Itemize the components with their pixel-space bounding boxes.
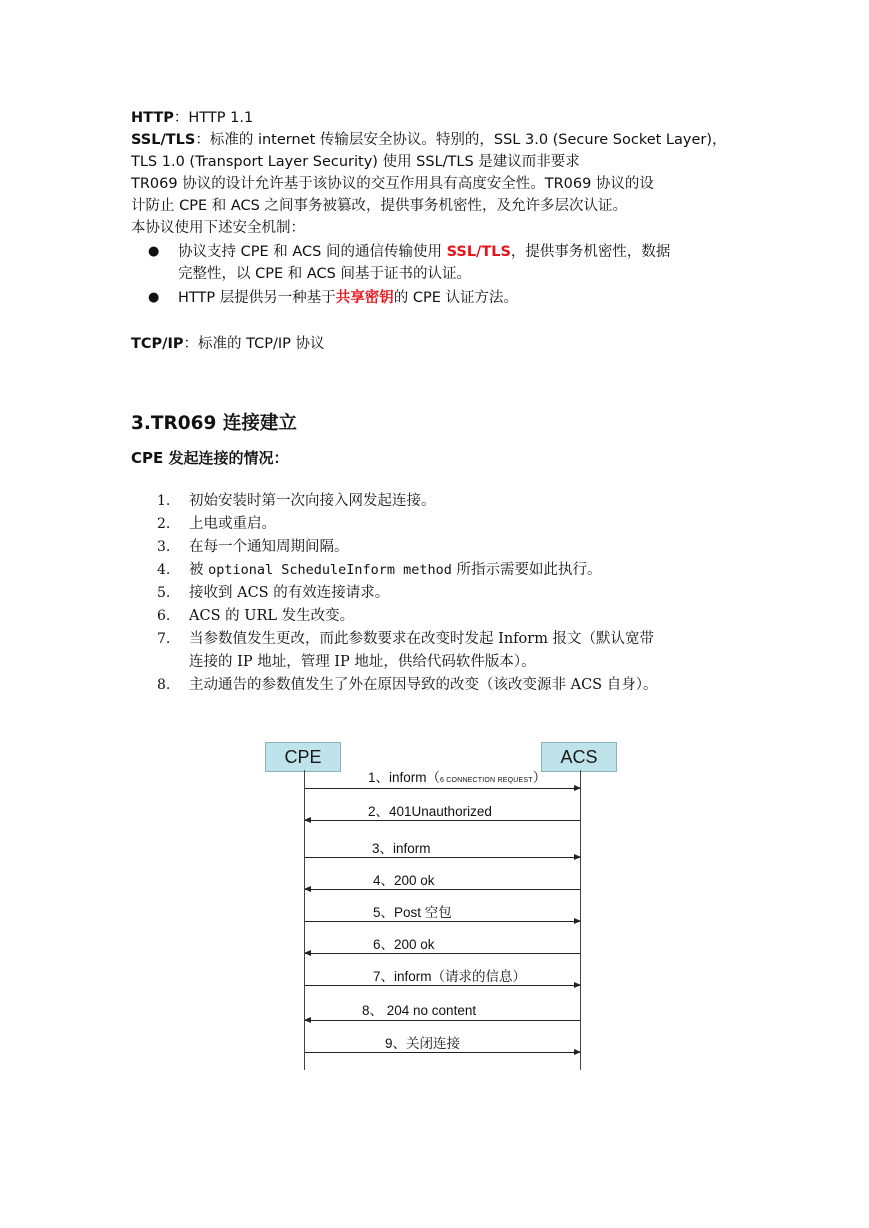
cpe-box: CPE — [265, 742, 341, 772]
bullet1-red: SSL/TLS — [446, 244, 511, 260]
bullet2-post: 的 CPE 认证方法。 — [393, 290, 518, 306]
ssl-line — [131, 129, 727, 151]
message-label-8: 8、 204 no content — [362, 1003, 477, 1018]
bullet1-post: ，提供事务机密性，数据 — [510, 244, 671, 260]
cpe-lifeline — [304, 770, 305, 1070]
list-item-8: 主动通告的参数值发生了外在原因导致的改变（该改变源非 ACS 自身）。 — [189, 677, 658, 693]
http-line — [131, 107, 253, 129]
message-label-4: 4、200 ok — [373, 873, 435, 888]
list-num-4: 4. — [157, 562, 171, 578]
list-item-4-post: 所指示需要如此执行。 — [451, 562, 602, 578]
message-arrow-1 — [305, 788, 580, 789]
section-subheading: CPE 发起连接的情况： — [131, 449, 289, 467]
sequence-diagram — [265, 742, 620, 1072]
message-arrow-5 — [305, 921, 580, 922]
list-item-5: 接收到 ACS 的有效连接请求。 — [189, 585, 390, 601]
bullet-dot-2: ● — [148, 290, 160, 305]
list-num-6: 6. — [157, 608, 171, 624]
acs-box: ACS — [541, 742, 617, 772]
bullet2-pre: HTTP 层提供另一种基于 — [178, 290, 336, 306]
tcp-line — [131, 333, 324, 355]
mechanism-line: 本协议使用下述安全机制： — [131, 220, 305, 236]
list-item-1: 初始安装时第一次向接入网发起连接。 — [189, 493, 436, 509]
arrowhead-icon — [574, 1049, 581, 1055]
bullet-item-1 — [178, 241, 670, 263]
arrowhead-icon — [304, 950, 311, 956]
arrowhead-icon — [574, 785, 581, 791]
arrowhead-icon — [304, 886, 311, 892]
section-heading: 3.TR069 连接建立 — [131, 413, 297, 434]
bullet-item-2 — [178, 287, 518, 309]
message-label-1 — [368, 770, 546, 789]
list-num-8: 8. — [157, 677, 171, 693]
list-item-6: ACS 的 URL 发生改变。 — [189, 608, 355, 624]
message-label-7: 7、inform（请求的信息） — [373, 969, 527, 984]
list-item-4 — [189, 559, 602, 582]
bullet-dot-1: ● — [148, 244, 160, 259]
arrowhead-icon — [304, 1017, 311, 1023]
message-arrow-7 — [305, 985, 580, 986]
tcp-label: TCP/IP — [131, 336, 184, 352]
tr069-line-1: TR069 协议的设计允许基于该协议的交互作用具有高度安全性。TR069 协议的设 — [131, 176, 654, 192]
bullet1-pre: 协议支持 CPE 和 ACS 间的通信传输使用 — [178, 244, 447, 260]
message-1-text: 1、inform（ — [368, 770, 441, 785]
message-1-tail: ） — [532, 770, 547, 785]
bullet-item-1-line2: 完整性，以 CPE 和 ACS 间基于证书的认证。 — [178, 266, 471, 282]
message-1-small: 6 CONNECTION REQUEST — [440, 777, 533, 784]
list-num-5: 5. — [157, 585, 171, 601]
list-num-2: 2. — [157, 516, 171, 532]
message-label-3: 3、inform — [372, 841, 431, 856]
list-num-7: 7. — [157, 631, 171, 647]
ssl-label: SSL/TLS — [131, 132, 196, 148]
list-item-2: 上电或重启。 — [189, 516, 276, 532]
list-item-3: 在每一个通知周期间隔。 — [189, 539, 349, 555]
list-num-3: 3. — [157, 539, 171, 555]
http-label: HTTP — [131, 110, 174, 126]
arrowhead-icon — [304, 817, 311, 823]
message-label-9: 9、关闭连接 — [385, 1036, 461, 1051]
ssl-text-1: ：标准的 internet 传输层安全协议。特别的，SSL 3.0 (Secure Socket Layer)， — [195, 132, 727, 148]
list-item-7: 当参数值发生更改，而此参数要求在改变时发起 Inform 报文（默认宽带 — [189, 631, 655, 647]
message-arrow-8 — [305, 1020, 580, 1021]
message-arrow-9 — [305, 1052, 580, 1053]
message-arrow-4 — [305, 889, 580, 890]
list-num-1: 1. — [157, 493, 171, 509]
message-arrow-6 — [305, 953, 580, 954]
http-text: ：HTTP 1.1 — [173, 110, 254, 126]
bullet2-red: 共享密钥 — [335, 290, 394, 306]
tr069-line-2: 计防止 CPE 和 ACS 之间事务被篡改，提供事务机密性，及允许多层次认证。 — [131, 198, 627, 214]
message-label-5: 5、Post 空包 — [373, 905, 452, 920]
message-label-2: 2、401Unauthorized — [368, 804, 492, 819]
ssl-line-2: TLS 1.0 (Transport Layer Security) 使用 SSL/TLS 是建议而非要求 — [131, 154, 580, 170]
list-item-7-line2: 连接的 IP 地址，管理 IP 地址，供给代码软件版本）。 — [189, 654, 536, 670]
tcp-text: ：标准的 TCP/IP 协议 — [183, 336, 325, 352]
arrowhead-icon — [574, 918, 581, 924]
list-item-4-pre: 被 — [189, 562, 209, 578]
arrowhead-icon — [574, 854, 581, 860]
message-arrow-3 — [305, 857, 580, 858]
arrowhead-icon — [574, 982, 581, 988]
list-item-4-method: optional ScheduleInform method — [208, 562, 452, 578]
message-arrow-2 — [305, 820, 580, 821]
message-label-6: 6、200 ok — [373, 937, 435, 952]
